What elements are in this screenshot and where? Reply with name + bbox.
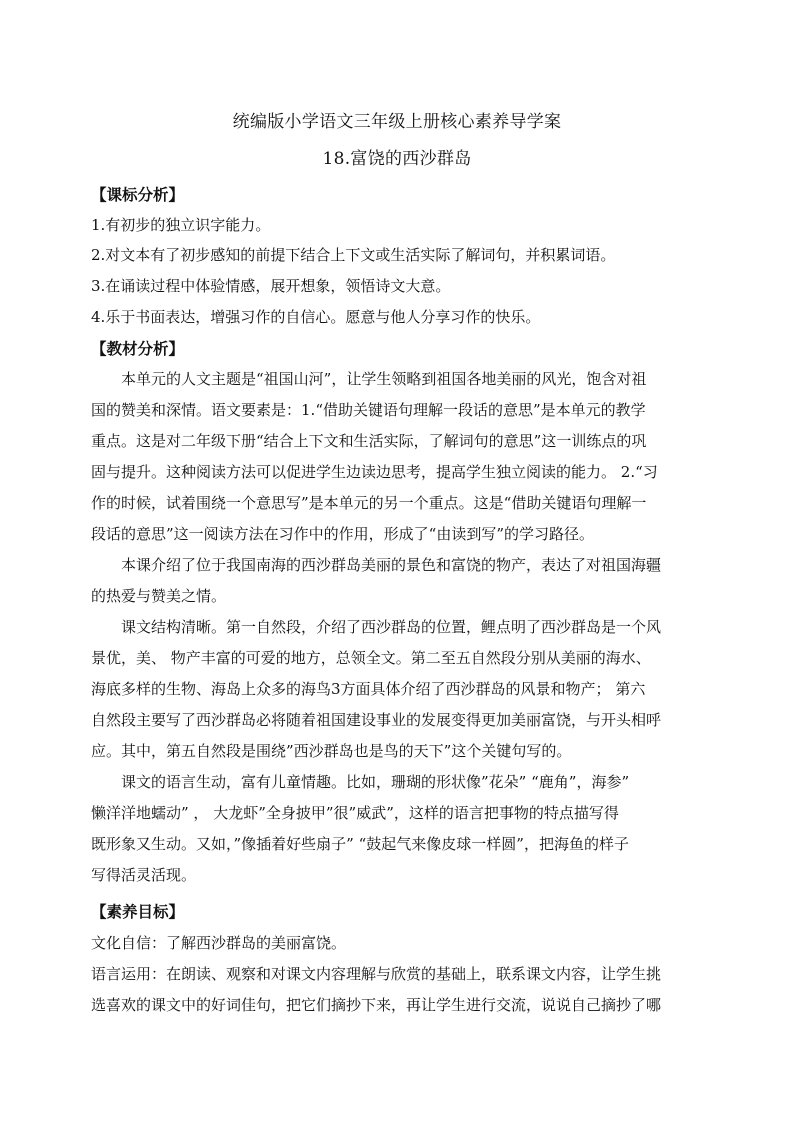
goal-line: 文化自信：了解西沙群岛的美丽富饶。 bbox=[91, 934, 347, 952]
paragraph-line: 景优，美、 物产丰富的可爱的地方，总领全文。第二至五自然段分别从美丽的海水、 bbox=[91, 649, 651, 667]
paragraph-line: 的热爱与赞美之情。 bbox=[91, 587, 227, 605]
paragraph-line: 自然段主要写了西沙群岛必将随着祖国建设事业的发展变得更加美丽富饶，与开头相呼 bbox=[91, 711, 662, 729]
paragraph-line: 作的时候，试着围绕一个意思写”是本单元的另一个重点。这是“借助关键语句理解一 bbox=[91, 494, 647, 512]
paragraph-line: 重点。这是对二年级下册“结合上下文和生活实际，了解词句的意思”这一训练点的巩 bbox=[91, 432, 647, 450]
paragraph-line: 应。其中，第五自然段是围绕”西沙群岛也是鸟的天下”这个关键句写的。 bbox=[91, 742, 572, 760]
curriculum-item: 4.乐于书面表达，增强习作的自信心。愿意与他人分享习作的快乐。 bbox=[91, 308, 541, 326]
curriculum-item: 3.在诵读过程中体验情感，展开想象，领悟诗文大意。 bbox=[91, 277, 451, 295]
paragraph-line: 本单元的人文主题是“祖国山河”，让学生领略到祖国各地美丽的风光，饱含对祖 bbox=[121, 370, 647, 388]
paragraph-line: 段话的意思”这一阅读方法在习作中的作用，形成了“由读到写”的学习路径。 bbox=[91, 525, 595, 543]
curriculum-item: 1.有初步的独立识字能力。 bbox=[91, 216, 271, 234]
section-heading-curriculum: 【课标分析】 bbox=[91, 185, 185, 204]
lesson-title: 18.富饶的西沙群岛 bbox=[322, 149, 472, 169]
paragraph-line: 海底多样的生物、海岛上众多的海鸟3方面具体介绍了西沙群岛的风景和物产； 第六 bbox=[91, 680, 646, 698]
paragraph-line: 既形象又生动。又如，”像插着好些扇子” “鼓起气来像皮球一样圆”，把海鱼的样子 bbox=[91, 835, 629, 853]
section-heading-goals: 【素养目标】 bbox=[91, 902, 185, 921]
section-heading-textbook: 【教材分析】 bbox=[91, 339, 185, 358]
goal-line: 语言运用：在朗读、观察和对课文内容理解与欣赏的基础上，联系课文内容，让学生挑 bbox=[91, 965, 662, 983]
paragraph-line: 本课介绍了位于我国南海的西沙群岛美丽的景色和富饶的物产，表达了对祖国海疆 bbox=[121, 556, 662, 574]
paragraph-line: 国的赞美和深情。语文要素是：1.“借助关键语句理解一段话的意思”是本单元的教学 bbox=[91, 401, 646, 419]
paragraph-line: 固与提升。这种阅读方法可以促进学生边读边思考，提高学生独立阅读的能力。 2.“习 bbox=[91, 463, 658, 481]
paragraph-line: 课文的语言生动，富有儿童情趣。比如，珊瑚的形状像”花朵” “鹿角”，海参” bbox=[121, 773, 630, 791]
curriculum-item: 2.对文本有了初步感知的前提下结合上下文或生活实际了解词句，并积累词语。 bbox=[91, 246, 616, 264]
paragraph-line: 写得活灵活现。 bbox=[91, 866, 197, 884]
paragraph-line: 课文结构清晰。第一自然段，介绍了西沙群岛的位置，鲤点明了西沙群岛是一个风 bbox=[121, 618, 662, 636]
paragraph-line: 懒洋洋地蠕动” ， 大龙虾”全身披甲”很”威武”，这样的语言把事物的特点描写得 bbox=[91, 804, 619, 822]
goal-line: 选喜欢的课文中的好词佳句，把它们摘抄下来，再让学生进行交流，说说自己摘抄了哪 bbox=[91, 996, 662, 1014]
document-title: 统编版小学语文三年级上册核心素养导学案 bbox=[232, 112, 562, 132]
